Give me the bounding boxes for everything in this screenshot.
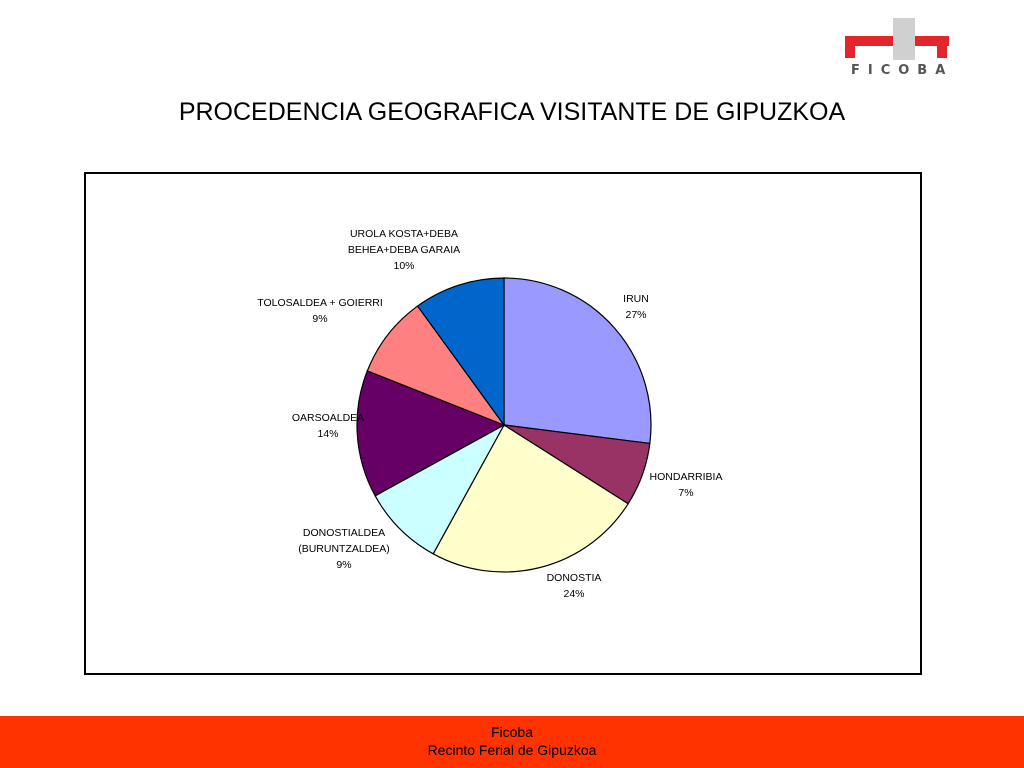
pie-label-2: DONOSTIA 24% [546, 572, 602, 600]
footer-line-2: Recinto Ferial de Gipuzkoa [427, 742, 597, 758]
pie-label-4: OARSOALDEA 14% [291, 412, 365, 440]
pie-label-3: DONOSTIALDEA (BURUNTZALDEA) 9% [298, 527, 390, 571]
pie-label-6: UROLA KOSTA+DEBA BEHEA+DEBA GARAIA 10% [347, 228, 461, 272]
page-title: PROCEDENCIA GEOGRAFICA VISITANTE DE GIPUZKOA [178, 98, 846, 126]
pie-label-0: IRUN 27% [623, 293, 649, 321]
chart-frame [84, 172, 922, 675]
pie-label-1: HONDARRIBIA 7% [649, 471, 723, 499]
pie-label-5: TOLOSALDEA + GOIERRI 9% [257, 297, 383, 325]
ficoba-logo-mark [843, 16, 953, 62]
footer [0, 716, 1024, 768]
logo-text: FICOBA [851, 63, 954, 78]
pie-chart [86, 174, 920, 673]
ficoba-logo [843, 16, 953, 80]
footer-line-1: Ficoba [490, 724, 534, 740]
